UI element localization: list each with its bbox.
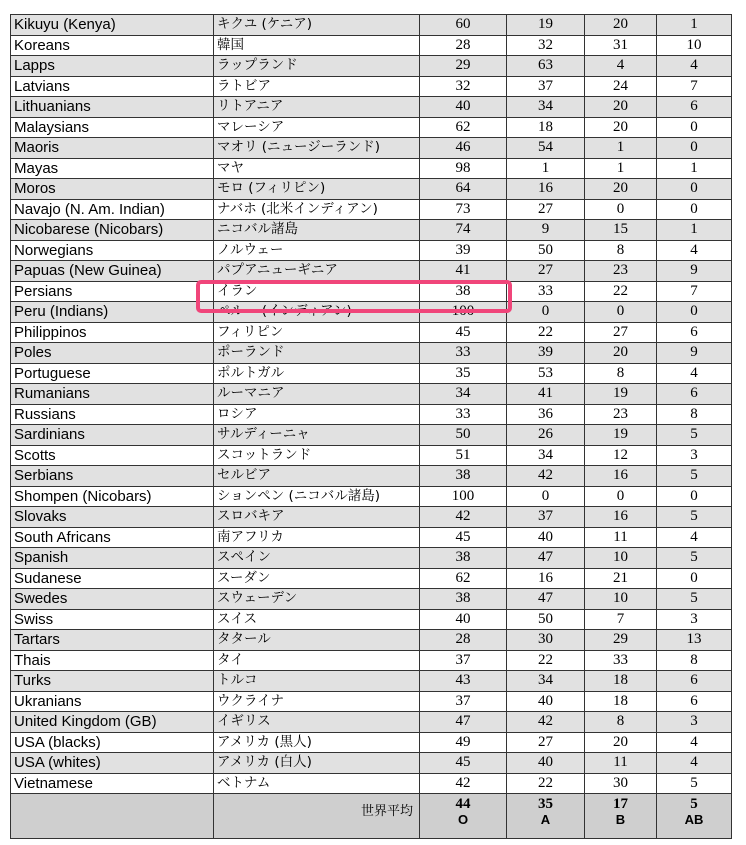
type-a-percent-cell: 34 bbox=[507, 671, 585, 692]
type-b-percent-cell: 20 bbox=[585, 117, 657, 138]
table-row bbox=[11, 527, 732, 548]
type-b-percent-cell: 18 bbox=[585, 671, 657, 692]
type-a-percent-cell: 16 bbox=[507, 179, 585, 200]
type-a-percent-cell: 32 bbox=[507, 35, 585, 56]
population-name-cell: Sardinians bbox=[11, 425, 214, 446]
type-b-percent-cell: 20 bbox=[585, 15, 657, 36]
type-a-percent-cell: 40 bbox=[507, 691, 585, 712]
table-row bbox=[11, 445, 732, 466]
type-ab-percent-cell: 0 bbox=[657, 117, 732, 138]
japanese-name-cell: ラップランド bbox=[214, 56, 420, 77]
table-row bbox=[11, 753, 732, 774]
type-b-percent-cell: 20 bbox=[585, 732, 657, 753]
type-o-percent-cell: 45 bbox=[420, 527, 507, 548]
table-row bbox=[11, 179, 732, 200]
type-b-percent-cell: 4 bbox=[585, 56, 657, 77]
japanese-name-cell: アメリカ (黒人) bbox=[214, 732, 420, 753]
type-ab-percent-cell: 0 bbox=[657, 138, 732, 159]
average-o-cell bbox=[420, 794, 507, 839]
table-row bbox=[11, 404, 732, 425]
type-b-percent-cell: 8 bbox=[585, 363, 657, 384]
type-b-percent-cell: 15 bbox=[585, 220, 657, 241]
population-name-cell: Maoris bbox=[11, 138, 214, 159]
table-row bbox=[11, 425, 732, 446]
type-o-percent-cell: 34 bbox=[420, 384, 507, 405]
type-ab-percent-cell: 6 bbox=[657, 97, 732, 118]
population-name-cell: Philippinos bbox=[11, 322, 214, 343]
type-b-percent-cell: 23 bbox=[585, 261, 657, 282]
type-a-percent-cell: 22 bbox=[507, 322, 585, 343]
type-o-percent-cell: 100 bbox=[420, 486, 507, 507]
type-a-percent-cell: 50 bbox=[507, 240, 585, 261]
type-a-percent-cell: 22 bbox=[507, 650, 585, 671]
table-row bbox=[11, 671, 732, 692]
japanese-name-cell: セルビア bbox=[214, 466, 420, 487]
population-name-cell: Malaysians bbox=[11, 117, 214, 138]
type-ab-percent-cell: 0 bbox=[657, 486, 732, 507]
type-a-percent-cell: 54 bbox=[507, 138, 585, 159]
population-name-cell: Serbians bbox=[11, 466, 214, 487]
population-name-cell: Kikuyu (Kenya) bbox=[11, 15, 214, 36]
type-o-percent-cell: 33 bbox=[420, 404, 507, 425]
type-b-percent-cell: 12 bbox=[585, 445, 657, 466]
type-a-percent-cell: 1 bbox=[507, 158, 585, 179]
type-o-percent-cell: 33 bbox=[420, 343, 507, 364]
type-b-percent-cell: 29 bbox=[585, 630, 657, 651]
type-b-percent-cell: 19 bbox=[585, 425, 657, 446]
japanese-name-cell: ナバホ (北米インディアン) bbox=[214, 199, 420, 220]
average-ab-value: 5 bbox=[690, 796, 698, 812]
type-o-percent-cell: 42 bbox=[420, 507, 507, 528]
japanese-name-cell: スロバキア bbox=[214, 507, 420, 528]
type-a-percent-cell: 16 bbox=[507, 568, 585, 589]
table-row bbox=[11, 363, 732, 384]
type-ab-percent-cell: 6 bbox=[657, 384, 732, 405]
japanese-name-cell: ルーマニア bbox=[214, 384, 420, 405]
type-a-percent-cell: 0 bbox=[507, 486, 585, 507]
japanese-name-cell: キクユ (ケニア) bbox=[214, 15, 420, 36]
type-ab-percent-cell: 10 bbox=[657, 35, 732, 56]
type-b-percent-cell: 27 bbox=[585, 322, 657, 343]
population-name-cell: South Africans bbox=[11, 527, 214, 548]
type-b-percent-cell: 33 bbox=[585, 650, 657, 671]
table-row bbox=[11, 466, 732, 487]
japanese-name-cell: ペルー (インディアン) bbox=[214, 302, 420, 323]
japanese-name-cell: スーダン bbox=[214, 568, 420, 589]
population-name-cell: Slovaks bbox=[11, 507, 214, 528]
type-b-percent-cell: 18 bbox=[585, 691, 657, 712]
japanese-name-cell: ラトビア bbox=[214, 76, 420, 97]
table-row bbox=[11, 384, 732, 405]
type-ab-percent-cell: 0 bbox=[657, 199, 732, 220]
population-name-cell: Norwegians bbox=[11, 240, 214, 261]
average-b-cell bbox=[585, 794, 657, 839]
type-o-percent-cell: 51 bbox=[420, 445, 507, 466]
japanese-name-cell: ポーランド bbox=[214, 343, 420, 364]
population-name-cell: Papuas (New Guinea) bbox=[11, 261, 214, 282]
type-a-label: A bbox=[540, 812, 551, 827]
table-row bbox=[11, 35, 732, 56]
population-name-cell: United Kingdom (GB) bbox=[11, 712, 214, 733]
japanese-name-cell: タタール bbox=[214, 630, 420, 651]
table-row bbox=[11, 609, 732, 630]
type-b-percent-cell: 1 bbox=[585, 138, 657, 159]
table-row bbox=[11, 261, 732, 282]
population-name-cell: Rumanians bbox=[11, 384, 214, 405]
table-row bbox=[11, 486, 732, 507]
type-ab-percent-cell: 5 bbox=[657, 773, 732, 794]
population-name-cell: Spanish bbox=[11, 548, 214, 569]
population-name-cell: Portuguese bbox=[11, 363, 214, 384]
type-b-percent-cell: 31 bbox=[585, 35, 657, 56]
type-a-percent-cell: 63 bbox=[507, 56, 585, 77]
type-ab-percent-cell: 6 bbox=[657, 671, 732, 692]
type-b-percent-cell: 16 bbox=[585, 507, 657, 528]
population-name-cell: Moros bbox=[11, 179, 214, 200]
japanese-name-cell: イギリス bbox=[214, 712, 420, 733]
japanese-name-cell: ウクライナ bbox=[214, 691, 420, 712]
type-o-percent-cell: 45 bbox=[420, 753, 507, 774]
average-a-value: 35 bbox=[538, 796, 553, 812]
type-b-percent-cell: 7 bbox=[585, 609, 657, 630]
table-row bbox=[11, 507, 732, 528]
type-o-percent-cell: 62 bbox=[420, 568, 507, 589]
type-ab-percent-cell: 4 bbox=[657, 240, 732, 261]
type-a-percent-cell: 27 bbox=[507, 261, 585, 282]
type-o-percent-cell: 74 bbox=[420, 220, 507, 241]
type-o-percent-cell: 100 bbox=[420, 302, 507, 323]
type-ab-percent-cell: 1 bbox=[657, 158, 732, 179]
table-row bbox=[11, 322, 732, 343]
population-name-cell: Ukranians bbox=[11, 691, 214, 712]
type-o-percent-cell: 50 bbox=[420, 425, 507, 446]
type-b-percent-cell: 0 bbox=[585, 199, 657, 220]
table-row bbox=[11, 302, 732, 323]
japanese-name-cell: スイス bbox=[214, 609, 420, 630]
type-ab-percent-cell: 7 bbox=[657, 281, 732, 302]
type-a-percent-cell: 33 bbox=[507, 281, 585, 302]
type-ab-percent-cell: 0 bbox=[657, 179, 732, 200]
type-ab-percent-cell: 3 bbox=[657, 609, 732, 630]
type-ab-percent-cell: 1 bbox=[657, 15, 732, 36]
japanese-name-cell: フィリピン bbox=[214, 322, 420, 343]
type-a-percent-cell: 37 bbox=[507, 76, 585, 97]
type-b-percent-cell: 11 bbox=[585, 527, 657, 548]
population-name-cell: Vietnamese bbox=[11, 773, 214, 794]
type-ab-percent-cell: 7 bbox=[657, 76, 732, 97]
type-a-percent-cell: 53 bbox=[507, 363, 585, 384]
japanese-name-cell: モロ (フィリピン) bbox=[214, 179, 420, 200]
table-row bbox=[11, 343, 732, 364]
type-b-percent-cell: 21 bbox=[585, 568, 657, 589]
type-a-percent-cell: 37 bbox=[507, 507, 585, 528]
population-name-cell: USA (whites) bbox=[11, 753, 214, 774]
type-b-percent-cell: 16 bbox=[585, 466, 657, 487]
table-row bbox=[11, 773, 732, 794]
type-a-percent-cell: 40 bbox=[507, 527, 585, 548]
table-row bbox=[11, 240, 732, 261]
type-a-percent-cell: 27 bbox=[507, 199, 585, 220]
type-a-percent-cell: 34 bbox=[507, 445, 585, 466]
type-b-percent-cell: 8 bbox=[585, 240, 657, 261]
type-o-percent-cell: 98 bbox=[420, 158, 507, 179]
type-a-percent-cell: 47 bbox=[507, 589, 585, 610]
japanese-name-cell: ニコバル諸島 bbox=[214, 220, 420, 241]
type-b-percent-cell: 24 bbox=[585, 76, 657, 97]
type-ab-percent-cell: 6 bbox=[657, 691, 732, 712]
type-ab-percent-cell: 13 bbox=[657, 630, 732, 651]
type-a-percent-cell: 41 bbox=[507, 384, 585, 405]
type-b-percent-cell: 0 bbox=[585, 486, 657, 507]
population-name-cell: USA (blacks) bbox=[11, 732, 214, 753]
type-o-percent-cell: 47 bbox=[420, 712, 507, 733]
table-row bbox=[11, 56, 732, 77]
table-row bbox=[11, 117, 732, 138]
type-ab-percent-cell: 3 bbox=[657, 712, 732, 733]
japanese-name-cell: ポルトガル bbox=[214, 363, 420, 384]
population-name-cell: Tartars bbox=[11, 630, 214, 651]
type-ab-percent-cell: 5 bbox=[657, 425, 732, 446]
type-b-percent-cell: 10 bbox=[585, 589, 657, 610]
japanese-name-cell: 韓国 bbox=[214, 35, 420, 56]
table-row bbox=[11, 650, 732, 671]
type-a-percent-cell: 47 bbox=[507, 548, 585, 569]
japanese-name-cell: スコットランド bbox=[214, 445, 420, 466]
type-b-label: B bbox=[615, 812, 626, 827]
type-ab-percent-cell: 5 bbox=[657, 548, 732, 569]
japanese-name-cell: サルディーニャ bbox=[214, 425, 420, 446]
type-a-percent-cell: 50 bbox=[507, 609, 585, 630]
type-o-percent-cell: 73 bbox=[420, 199, 507, 220]
population-name-cell: Thais bbox=[11, 650, 214, 671]
average-o-value: 44 bbox=[455, 796, 471, 812]
table-row bbox=[11, 15, 732, 36]
table-row bbox=[11, 76, 732, 97]
population-name-cell: Swiss bbox=[11, 609, 214, 630]
type-ab-percent-cell: 8 bbox=[657, 650, 732, 671]
type-a-percent-cell: 18 bbox=[507, 117, 585, 138]
type-o-percent-cell: 43 bbox=[420, 671, 507, 692]
type-o-percent-cell: 40 bbox=[420, 609, 507, 630]
table-row bbox=[11, 281, 732, 302]
type-ab-percent-cell: 4 bbox=[657, 753, 732, 774]
table-row bbox=[11, 199, 732, 220]
type-ab-percent-cell: 3 bbox=[657, 445, 732, 466]
average-b-value: 17 bbox=[613, 796, 628, 812]
type-o-percent-cell: 38 bbox=[420, 466, 507, 487]
japanese-name-cell: ベトナム bbox=[214, 773, 420, 794]
japanese-name-cell: トルコ bbox=[214, 671, 420, 692]
type-a-percent-cell: 26 bbox=[507, 425, 585, 446]
type-o-percent-cell: 32 bbox=[420, 76, 507, 97]
type-a-percent-cell: 42 bbox=[507, 466, 585, 487]
type-o-percent-cell: 29 bbox=[420, 56, 507, 77]
blood-type-table-container bbox=[10, 14, 732, 839]
table-row bbox=[11, 548, 732, 569]
type-o-percent-cell: 35 bbox=[420, 363, 507, 384]
type-o-percent-cell: 39 bbox=[420, 240, 507, 261]
type-a-percent-cell: 36 bbox=[507, 404, 585, 425]
type-ab-percent-cell: 4 bbox=[657, 732, 732, 753]
population-name-cell: Swedes bbox=[11, 589, 214, 610]
blood-type-table bbox=[10, 14, 732, 839]
type-ab-percent-cell: 4 bbox=[657, 56, 732, 77]
japanese-name-cell: パプアニューギニア bbox=[214, 261, 420, 282]
type-ab-percent-cell: 5 bbox=[657, 466, 732, 487]
type-o-percent-cell: 40 bbox=[420, 97, 507, 118]
japanese-name-cell: マレーシア bbox=[214, 117, 420, 138]
type-b-percent-cell: 10 bbox=[585, 548, 657, 569]
type-a-percent-cell: 27 bbox=[507, 732, 585, 753]
type-b-percent-cell: 8 bbox=[585, 712, 657, 733]
japanese-name-cell: リトアニア bbox=[214, 97, 420, 118]
japanese-name-cell: スペイン bbox=[214, 548, 420, 569]
population-name-cell: Poles bbox=[11, 343, 214, 364]
type-o-label: O bbox=[457, 812, 469, 827]
table-row bbox=[11, 630, 732, 651]
average-a-cell bbox=[507, 794, 585, 839]
type-a-percent-cell: 34 bbox=[507, 97, 585, 118]
population-name-cell: Lithuanians bbox=[11, 97, 214, 118]
type-a-percent-cell: 40 bbox=[507, 753, 585, 774]
type-ab-percent-cell: 8 bbox=[657, 404, 732, 425]
type-o-percent-cell: 60 bbox=[420, 15, 507, 36]
population-name-cell: Koreans bbox=[11, 35, 214, 56]
population-name-cell: Shompen (Nicobars) bbox=[11, 486, 214, 507]
average-empty-cell bbox=[11, 794, 214, 839]
type-a-percent-cell: 9 bbox=[507, 220, 585, 241]
japanese-name-cell: 南アフリカ bbox=[214, 527, 420, 548]
table-row bbox=[11, 568, 732, 589]
type-b-percent-cell: 1 bbox=[585, 158, 657, 179]
japanese-name-cell: アメリカ (白人) bbox=[214, 753, 420, 774]
world-average-row bbox=[11, 794, 732, 839]
type-ab-percent-cell: 0 bbox=[657, 302, 732, 323]
type-o-percent-cell: 45 bbox=[420, 322, 507, 343]
type-b-percent-cell: 20 bbox=[585, 97, 657, 118]
population-name-cell: Persians bbox=[11, 281, 214, 302]
population-name-cell: Sudanese bbox=[11, 568, 214, 589]
population-name-cell: Russians bbox=[11, 404, 214, 425]
type-ab-percent-cell: 4 bbox=[657, 363, 732, 384]
population-name-cell: Scotts bbox=[11, 445, 214, 466]
japanese-name-cell: イラン bbox=[214, 281, 420, 302]
type-ab-percent-cell: 6 bbox=[657, 322, 732, 343]
type-ab-percent-cell: 9 bbox=[657, 343, 732, 364]
table-row bbox=[11, 138, 732, 159]
type-b-percent-cell: 11 bbox=[585, 753, 657, 774]
table-row bbox=[11, 691, 732, 712]
type-b-percent-cell: 30 bbox=[585, 773, 657, 794]
type-ab-percent-cell: 9 bbox=[657, 261, 732, 282]
table-row bbox=[11, 589, 732, 610]
japanese-name-cell: マオリ (ニュージーランド) bbox=[214, 138, 420, 159]
type-o-percent-cell: 41 bbox=[420, 261, 507, 282]
japanese-name-cell: ションペン (ニコバル諸島) bbox=[214, 486, 420, 507]
population-name-cell: Mayas bbox=[11, 158, 214, 179]
type-a-percent-cell: 19 bbox=[507, 15, 585, 36]
type-o-percent-cell: 42 bbox=[420, 773, 507, 794]
type-b-percent-cell: 20 bbox=[585, 179, 657, 200]
type-o-percent-cell: 28 bbox=[420, 630, 507, 651]
type-o-percent-cell: 64 bbox=[420, 179, 507, 200]
type-ab-percent-cell: 5 bbox=[657, 589, 732, 610]
population-name-cell: Lapps bbox=[11, 56, 214, 77]
type-o-percent-cell: 38 bbox=[420, 589, 507, 610]
table-row bbox=[11, 712, 732, 733]
population-name-cell: Turks bbox=[11, 671, 214, 692]
type-o-percent-cell: 38 bbox=[420, 281, 507, 302]
table-row bbox=[11, 158, 732, 179]
type-b-percent-cell: 22 bbox=[585, 281, 657, 302]
type-o-percent-cell: 46 bbox=[420, 138, 507, 159]
japanese-name-cell: ノルウェー bbox=[214, 240, 420, 261]
type-b-percent-cell: 19 bbox=[585, 384, 657, 405]
type-a-percent-cell: 22 bbox=[507, 773, 585, 794]
type-a-percent-cell: 0 bbox=[507, 302, 585, 323]
table-row bbox=[11, 732, 732, 753]
type-o-percent-cell: 37 bbox=[420, 691, 507, 712]
table-body bbox=[11, 15, 732, 839]
type-ab-percent-cell: 1 bbox=[657, 220, 732, 241]
type-b-percent-cell: 20 bbox=[585, 343, 657, 364]
type-o-percent-cell: 49 bbox=[420, 732, 507, 753]
type-b-percent-cell: 0 bbox=[585, 302, 657, 323]
population-name-cell: Navajo (N. Am. Indian) bbox=[11, 199, 214, 220]
world-average-label: 世界平均 bbox=[214, 794, 420, 839]
type-ab-percent-cell: 5 bbox=[657, 507, 732, 528]
japanese-name-cell: ロシア bbox=[214, 404, 420, 425]
population-name-cell: Peru (Indians) bbox=[11, 302, 214, 323]
population-name-cell: Nicobarese (Nicobars) bbox=[11, 220, 214, 241]
japanese-name-cell: スウェーデン bbox=[214, 589, 420, 610]
type-o-percent-cell: 38 bbox=[420, 548, 507, 569]
japanese-name-cell: マヤ bbox=[214, 158, 420, 179]
average-ab-cell bbox=[657, 794, 732, 839]
type-b-percent-cell: 23 bbox=[585, 404, 657, 425]
type-ab-percent-cell: 4 bbox=[657, 527, 732, 548]
type-a-percent-cell: 39 bbox=[507, 343, 585, 364]
table-row bbox=[11, 97, 732, 118]
population-name-cell: Latvians bbox=[11, 76, 214, 97]
type-ab-label: AB bbox=[684, 812, 704, 827]
type-o-percent-cell: 62 bbox=[420, 117, 507, 138]
table-row bbox=[11, 220, 732, 241]
type-o-percent-cell: 28 bbox=[420, 35, 507, 56]
type-ab-percent-cell: 0 bbox=[657, 568, 732, 589]
type-o-percent-cell: 37 bbox=[420, 650, 507, 671]
type-a-percent-cell: 42 bbox=[507, 712, 585, 733]
type-a-percent-cell: 30 bbox=[507, 630, 585, 651]
japanese-name-cell: タイ bbox=[214, 650, 420, 671]
